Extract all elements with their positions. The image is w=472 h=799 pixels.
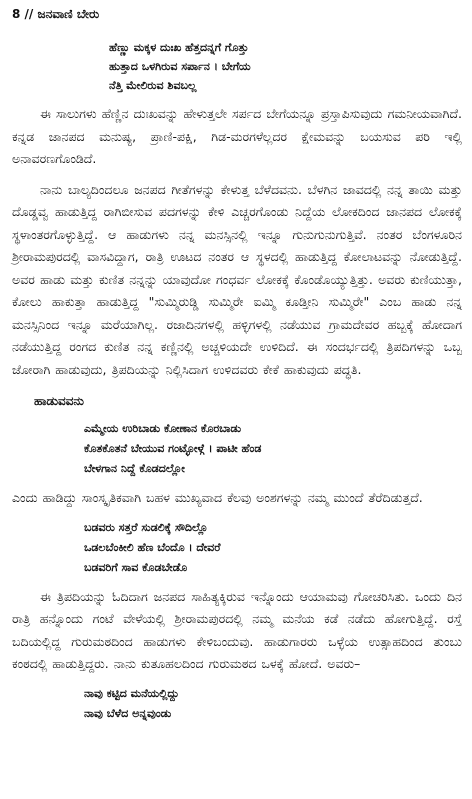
paragraph-3 (12, 487, 462, 510)
verse-line: ಎಮ್ಮೇಯ ಉರಿಬಾಡು ಕೋಣಾನ ಕೊರಬಾಡು (84, 422, 242, 435)
verse-line: ಹುತ್ತಾದ ಒಳಗಿರುವ ಸರ್ಪಾನ । ಬೇಗೆಯ (109, 60, 251, 73)
paragraph-1 (12, 103, 462, 171)
verse-line: ನಾವು ಕಟ್ಟಿದ ಮನೆಯಲ್ಲಿದ್ದು (84, 686, 180, 700)
verse-4 (84, 684, 462, 724)
verse-line: ಒಡಲಬೆಂಕೀಲಿ ಹೆಣ ಬೆಂದೊ । ದೇವರೆ (84, 540, 221, 554)
verse-line: ನಾವು ಬೆಳೆದ ಅನ್ನವುಂಡು (84, 706, 172, 720)
verse-line: ನೆತ್ತಿ ಮೇಲಿರುವ ಶಿವಬಲ್ಲ (109, 79, 197, 92)
verse-line: ಕೊತಕೊತನೆ ಬೇಯುವ ಗಂಟ್ಳೋಳ್ಗೆ । ಪಾಟೀ ಹೆಂಡ (84, 442, 262, 455)
singer-label: ಹಾಡುವವನು (34, 394, 84, 408)
paragraph-text: ನಾನು ಬಾಲ್ಯದಿಂದಲೂ ಜನಪದ ಗೀತೆಗಳನ್ನು ಕೇಳುತ್ತ ಬೆಳೆದವನು. ಬೆಳಗಿನ ಜಾವದಲ್ಲಿ ನನ್ನ ತಾಯಿ ಮತ್ತು ದೊಡ್ಡವ್ವ ಹಾಡುತ್ತಿದ್ದ ರಾಗಿಬೀಸುವ ಪದಗಳನ್ನು ಕೇಳಿ ಎಚ್ಚರಗೊಂಡು ನಿದ್ದೆಯ ಲೋಕದಿಂದ ಜಾನಪದ ಲೋಕಕ್ಕೆ ಸ್ಥಳಾಂತರಗೊಳ್ಳುತ್ತಿದ್ದೆ. ಆ ಹಾಡುಗಳು ನನ್ನ ಮನಸ್ಸಿನಲ್ಲಿ ಇನ್ನೂ ಗುನುಗುನುಗುತ್ತಿವೆ. ನಂತರ ಬೆಂಗಳೂರಿನ ಶ್ರೀರಾಮಪುರದಲ್ಲಿ ವಾಸವಿದ್ದಾಗ, ರಾತ್ರಿ ಊಟದ ನಂತರ ಆ ಸ್ಥಳದಲ್ಲಿ ಹಾಡುತ್ತಿದ್ದ ಕೋಲಾಟವನ್ನು ನೋಡುತ್ತಿದ್ದೆ. ಅವರ ಹಾಡು ಮತ್ತು ಕುಣಿತ ನನ್ನನ್ನು ಯಾವುದೋ ಗಂಧರ್ವ ಲೋಕಕ್ಕೆ ಕೊಂಡೊಯ್ಯುತ್ತಿತ್ತು. ಅವರು ಕುಣಿಯುತ್ತಾ, ಕೋಲು ಹಾಕುತ್ತಾ ಹಾಡುತ್ತಿದ್ದ "ಸುಮ್ಮಿರುಡ್ಡಿ ಸುಮ್ಮಿರೇ ಐಮ್ಮಿ ಕೂಡ್ತೀನಿ ಸುಮ್ಮಿರೇ" ಎಂಬ ಹಾಡು ನನ್ನ ಮನಸ್ಸಿನಿಂದ ಇನ್ನೂ ಮರೆಯಾಗಿಲ್ಲ. ರಜಾದಿನಗಳಲ್ಲಿ ಹಳ್ಳಿಗಳಲ್ಲಿ ನಡೆಯುವ ಗ್ರಾಮದೇವರ ಹಬ್ಬಕ್ಕೆ ಹೋದಾಗ ನಡೆಯುತ್ತಿದ್ದ ರಂಗದ ಕುಣಿತ ನನ್ನ ಕಣ್ಣಿನಲ್ಲಿ ಅಚ್ಚಳಿಯದೇ ಉಳಿದಿದೆ. ಈ ಸಂದರ್ಭದಲ್ಲಿ ತ್ರಿಪದಿಗಳನ್ನು ಒಬ್ಬ ಜೋರಾಗಿ ಹಾಡುವುದು, ತ್ರಿಪದಿಯನ್ನು ನಿಲ್ಲಿಸಿದಾಗ ಉಳಿದವರು ಕೇಕೆ ಹಾಕುವುದು ಪದ್ಧತಿ. (12, 181, 462, 377)
verse-line: ಬಡವರಿಗೆ ಸಾವ ಕೊಡಬೇಡೊ (84, 560, 188, 574)
verse-2 (84, 419, 462, 479)
page-header (12, 4, 462, 26)
paragraph-text: ಎಂದು ಹಾಡಿದ್ದು ಸಾಂಸ್ಕೃತಿಕವಾಗಿ ಬಹಳ ಮುಖ್ಯವಾದ ಕೆಲವು ಅಂಶಗಳನ್ನು ನಮ್ಮ ಮುಂದೆ ತೆರೆದಿಡುತ್ತದೆ. (12, 490, 423, 505)
paragraph-4 (12, 586, 462, 676)
verse-3 (84, 518, 462, 578)
verse-line: ಬೇಳಗಾನ ನಿದ್ದೆ ಕೊಡದಲ್ಲೋ (84, 462, 185, 475)
paragraph-text: ಈ ಸಾಲುಗಳು ಹೆಣ್ಣಿನ ದುಃಖವನ್ನು ಹೇಳುತ್ತಲೇ ಸರ್ಪದ ಬೇಗೆಯನ್ನೂ ಪ್ರಸ್ತಾಪಿಸುವುದು ಗಮನೀಯವಾಗಿದೆ. ಕನ್ನಡ ಜಾನಪದ ಮನುಷ್ಯ, ಪ್ರಾಣಿ-ಪಕ್ಷಿ, ಗಿಡ-ಮರಗಳೆಲ್ಲದರ ಕ್ಷೇಮವನ್ನು ಬಯಸುವ ಪರಿ ಇಲ್ಲಿ ಅನಾವರಣಗೊಂಡಿದೆ. (12, 106, 462, 166)
header-separator: // (24, 7, 34, 21)
page-number: 8 (12, 7, 21, 21)
paragraph-text: ಈ ತ್ರಿಪದಿಯನ್ನು ಓದಿದಾಗ ಜನಪದ ಸಾಹಿತ್ಯಕ್ಕಿರುವ ಇನ್ನೊಂದು ಆಯಾಮವು ಗೋಚರಿಸಿತು. ಒಂದು ದಿನ ರಾತ್ರಿ ಹನ್ನೊಂದು ಗಂಟೆ ವೇಳೆಯಲ್ಲಿ ಶ್ರೀರಾಮಪುರದಲ್ಲಿ ನಮ್ಮ ಮನೆಯ ಕಡೆ ನಡೆದು ಹೋಗುತ್ತಿದ್ದೆ. ರಸ್ತೆ ಬದಿಯಲ್ಲಿದ್ದ ಗುರುಮಠದಿಂದ ಹಾಡುಗಳು ಕೇಳಿಬಂದುವು. ಹಾಡುಗಾರರು ಒಳ್ಳೆಯ ಉತ್ಸಾಹದಿಂದ ತುಂಬು ಕಂಠದಲ್ಲಿ ಹಾಡುತ್ತಿದ್ದರು. ನಾನು ಕುತೂಹಲದಿಂದ ಗುರುಮಠದ ಒಳಕ್ಕೆ ಹೋದೆ. ಅವರು– (12, 588, 462, 671)
paragraph-2 (12, 179, 462, 382)
verse-line: ಹೆಣ್ಣು ಮಕ್ಕಳ ದುಃಖ ಹೆತ್ತದನ್ನಗೆ ಗೊತ್ತು (109, 41, 249, 54)
running-title: ಜನವಾಣಿ ಬೇರು (37, 7, 100, 21)
verse-line: ಬಡವರು ಸತ್ತರೆ ಸುಡಲಿಕ್ಕೆ ಸೌದಿಲ್ಲೊ (84, 520, 208, 534)
verse-1 (109, 38, 462, 95)
